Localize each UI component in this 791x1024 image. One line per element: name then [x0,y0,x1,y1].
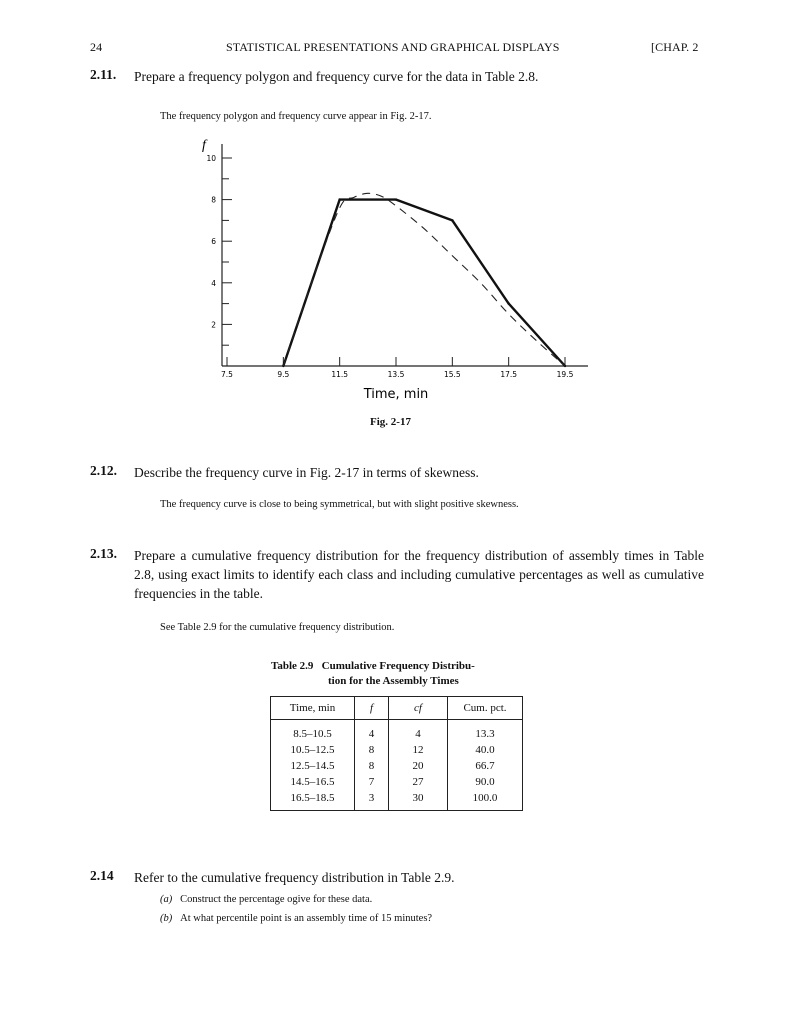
table-row [271,758,523,774]
y-tick-label: 2 [211,320,216,330]
header-cum-pct: Cum. pct. [448,697,523,720]
cell-cf: 27 [389,774,448,790]
x-tick-label: 19.5 [556,370,574,379]
x-tick-label: 17.5 [500,370,518,379]
header-f: f [355,697,389,720]
header-time: Time, min [271,697,355,720]
y-tick-label: 4 [211,278,216,288]
chart-series [282,193,566,367]
cell-time: 14.5–16.5 [290,776,335,788]
problem-number: 2.11. [90,67,117,82]
part-label: (b) [160,913,173,924]
table-title [271,659,475,689]
page-number: 24 [90,40,103,54]
running-title: STATISTICAL PRESENTATIONS AND GRAPHICAL DISPLAYS [226,40,560,54]
table-row [271,720,523,743]
x-axis-label: Time, min [363,387,429,402]
chart-tick-labels [206,154,573,379]
frequency-curve [283,193,565,366]
data-point [395,198,397,200]
y-tick-label: 6 [211,237,216,247]
table-row [271,774,523,790]
frequency-figure [190,136,610,406]
cell-cf: 20 [389,758,448,774]
part-text: Construct the percentage ogive for these data. [180,894,373,905]
cell-f: 7 [355,774,389,790]
chart-axes [222,144,588,366]
header-cf: cf [389,697,448,720]
cell-cum-pct: 90.0 [448,774,523,790]
cell-time: 10.5–12.5 [290,744,335,756]
solution-text: The frequency curve is close to being symmetrical, but with slight positive skewness. [160,499,519,510]
cell-time: 16.5–18.5 [290,792,335,804]
problem-number: 2.13. [90,546,117,561]
frequency-polygon [283,200,565,366]
cell-cum-pct: 66.7 [448,758,523,774]
solution-text: The frequency polygon and frequency curve appear in Fig. 2-17. [160,111,432,122]
cell-cum-pct: 40.0 [448,742,523,758]
cell-cum-pct: 100.0 [448,790,523,811]
y-tick-label: 10 [206,154,216,163]
cell-cf: 12 [389,742,448,758]
x-tick-label: 7.5 [221,370,233,379]
y-axis-label: f [202,138,206,153]
table-label: Table 2.9 [271,660,314,672]
chart-ticks [222,158,565,366]
solution-text: See Table 2.9 for the cumulative frequency distribution. [160,622,395,633]
problem-text: Prepare a frequency polygon and frequency curve for the data in Table 2.8. [134,69,539,84]
cell-cum-pct: 13.3 [448,720,523,743]
part-label: (a) [160,894,173,905]
cell-time: 8.5–10.5 [293,728,332,740]
problem-number: 2.14 [90,868,114,883]
problem-text: Prepare a cumulative frequency distribution for the frequency distribution of assembly times in Table 2.8, using exact limits to identify each class and including cumulative percentages as well as cumulative frequencies in the table. [134,548,704,601]
data-point [507,302,509,304]
figure-caption: Fig. 2-17 [370,416,411,428]
cell-f: 4 [355,720,389,743]
problem-text: Refer to the cumulative frequency distribution in Table 2.9. [134,870,455,885]
table-row [271,742,523,758]
sub-question [160,894,372,905]
sub-question [160,913,432,924]
table-row [271,790,523,811]
y-tick-label: 8 [211,195,216,205]
problem-number: 2.12. [90,463,117,478]
cell-f: 8 [355,742,389,758]
x-tick-label: 9.5 [277,370,290,379]
x-tick-label: 15.5 [443,370,461,379]
part-text: At what percentile point is an assembly time of 15 minutes? [180,913,433,924]
problem-text: Describe the frequency curve in Fig. 2-17 in terms of skewness. [134,465,479,480]
table-title-line1: Cumulative Frequency Distribu- [321,660,475,672]
cell-cf: 4 [389,720,448,743]
cell-time: 12.5–14.5 [290,760,335,772]
x-tick-label: 13.5 [387,370,405,379]
cell-f: 8 [355,758,389,774]
chapter-label: [CHAP. 2 [651,40,699,54]
cell-f: 3 [355,790,389,811]
data-point [338,198,340,200]
table-header-row [271,697,523,720]
cumulative-frequency-table [270,696,523,811]
table-title-line2: tion for the Assembly Times [328,675,459,687]
data-point [451,219,453,221]
x-tick-label: 11.5 [331,370,349,379]
cell-cf: 30 [389,790,448,811]
